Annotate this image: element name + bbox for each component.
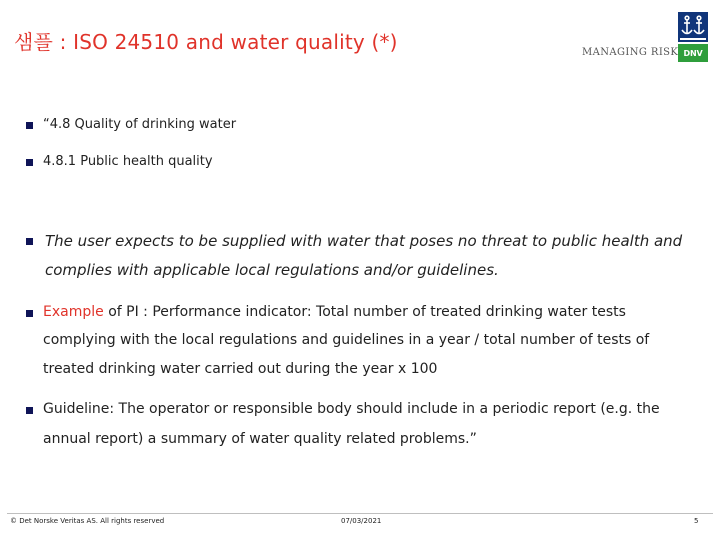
footer-page-number: 5 bbox=[694, 517, 699, 525]
guideline-line-1: Guideline: The operator or responsible body should include in a periodic report (e.g. the bbox=[43, 401, 660, 417]
bullet-square-icon bbox=[26, 122, 33, 129]
example-label: Example bbox=[43, 304, 104, 320]
guideline-line-2: annual report) a summary of water quality related problems.” bbox=[43, 431, 477, 447]
bullet-square-icon bbox=[26, 159, 33, 166]
managing-risk-tagline: MANAGING RISK bbox=[582, 47, 679, 58]
anchor-emblem-icon bbox=[678, 12, 708, 42]
footer-copyright: © Det Norske Veritas AS. All rights reserved bbox=[10, 517, 165, 525]
bullet-square-icon bbox=[26, 407, 33, 414]
example-line-1 bbox=[43, 304, 626, 320]
bullet-square-icon bbox=[26, 310, 33, 317]
bullet-subsection-heading: 4.8.1 Public health quality bbox=[43, 154, 213, 169]
dnv-wordmark: DNV bbox=[678, 44, 708, 62]
user-expectation-line-1: The user expects to be supplied with water that poses no threat to public health and bbox=[45, 232, 683, 250]
slide-title: 샘플 : ISO 24510 and water quality (*) bbox=[14, 30, 398, 54]
bullet-section-heading: “4.8 Quality of drinking water bbox=[43, 117, 237, 132]
bullet-square-icon bbox=[26, 238, 33, 245]
user-expectation-line-2: complies with applicable local regulations and/or guidelines. bbox=[45, 261, 499, 279]
example-line-2: complying with the local regulations and guidelines in a year / total number of tests of bbox=[43, 332, 650, 348]
example-text: of PI : Performance indicator: Total number of treated drinking water tests bbox=[103, 304, 626, 320]
example-line-3: treated drinking water carried out during the year x 100 bbox=[43, 361, 438, 377]
dnv-logo bbox=[678, 12, 708, 62]
footer-date: 07/03/2021 bbox=[341, 517, 382, 525]
footer-divider bbox=[7, 513, 713, 514]
